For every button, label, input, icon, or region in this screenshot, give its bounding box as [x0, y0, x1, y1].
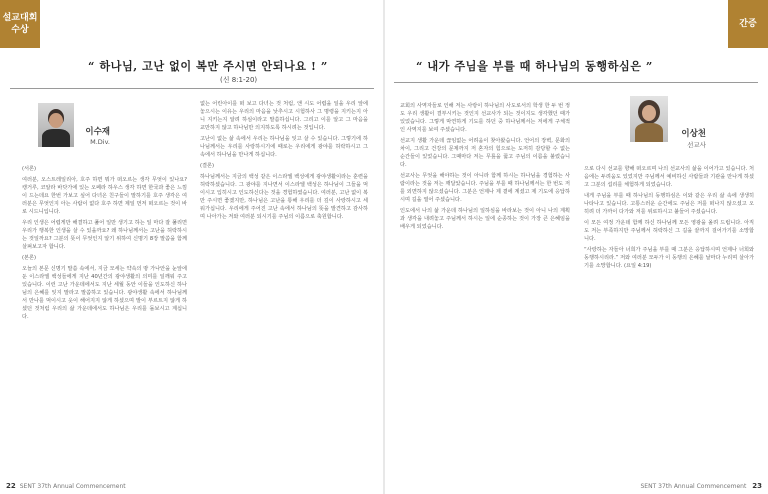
portrait-face-icon: [49, 113, 63, 128]
portrait-face-icon: [642, 105, 656, 121]
paragraph: 여러분, 오스트레일리아, 호주 하면 뭐가 떠오르는 생각 무엇이 있나요? 캥거루, 코알라 바닷가에 있는 오페라 하우스 생각 하면 한국과 좋은 느낌이 드는데요 한번 가보고 싶어 다녀온 친구들이 말하기를 호주 생각은 여러분은 무엇인지 아는 사람이 없다 호주 하면 제일 먼저 떠오르는 것이 바로 시드니입니다.: [22, 177, 187, 215]
scripture-reference: (신 8:1-20): [220, 76, 258, 84]
author-photo: [630, 96, 668, 142]
author-role: 선교사: [687, 141, 706, 149]
portrait-torso-icon: [635, 123, 663, 142]
title-divider: [394, 82, 758, 83]
article-column-1: [22, 165, 187, 479]
paragraph: 선교지 생활 가운데 끊임없는 어려움이 찾아왔습니다. 언어의 장벽, 문화의 차이, 그리고 건강의 문제까지 저 혼자의 힘으로는 도저히 감당할 수 없는 순간들이 있었습니다. 그때마다 저는 무릎을 꿇고 주님의 이름을 불렀습니다.: [400, 138, 570, 168]
article-column-2: [584, 165, 754, 479]
paragraph: 교회의 사역자들로 인해 저는 사랑이 하나님의 사도로서의 학생 한 두 번 정도 우리 생활이 결부시키는 것인지 선교사가 되는 것이지도 생각했던 때가 있었습니다. 그렇게 막연하게 기도를 하던 중 하나님께서는 저에게 구체적인 사역지를 보여 주셨습니다.: [400, 103, 570, 133]
portrait-torso-icon: [42, 129, 70, 147]
paragraph: 고난이 없는 삶 속에서 우리는 하나님을 잊고 살 수 있습니다. 그렇기에 하나님께서는 우리를 사랑하시기에 때로는 우리에게 광야를 허락하시고 그 속에서 하나님을 만나게 하십니다.: [200, 136, 368, 158]
paragraph: (서론): [22, 166, 37, 172]
paragraph: 내게 주님을 부를 때 하나님의 동행하심은 이와 같은 우리 삶 속에 생생히 나타나고 있습니다. 고통스러운 순간에도 주님은 저를 떠나지 않으셨고 오히려 더 가까이 다가와 저를 위로하시고 붙들어 주셨습니다.: [584, 193, 754, 215]
paragraph: 우리 인생은 어렵게만 해결하고 풀어 일만 생기고 하는 일 마다 잘 풀리면 우리가 행복한 인생을 살 수 있을까요? 왜 하나님께서는 고난을 허락하시는 것일까요? 그분의 뜻이 무엇인지 알기 위하여 신명기 8장 말씀을 함께 살펴보고자 합니다.: [22, 220, 187, 250]
paragraph: 이 모든 여정 가운데 함께 하신 하나님께 모든 영광을 올려 드립니다. 아직도 저는 부족하지만 주님께서 허락하신 그 길을 끝까지 걸어가기를 소망합니다.: [584, 220, 754, 242]
paragraph: “사랑하는 자들아 너희가 주님을 부를 때 그분은 응답하시며 언제나 너희와 동행하시리라.” 저와 여러분 모두가 이 동행의 은혜를 날마다 누리며 살아가기를 소망합니다. (요일 4:19): [584, 247, 754, 269]
author-name: 이수재: [85, 127, 110, 137]
footer-text: SENT 37th Annual Commencement: [19, 483, 126, 490]
right-page: [384, 0, 768, 494]
article-column-2: [200, 100, 368, 479]
paragraph: 인도에서 나의 삶 가운데 하나님의 일하심을 바라보는 것이 아니 나의 계획과 생각을 내려놓고 주님께서 하시는 일에 순종하는 것이 가장 큰 은혜임을 배우게 되었습니다.: [400, 208, 570, 230]
testimony-title: “ 내가 주님을 부를 때 하나님의 동행하심은 ”: [416, 59, 653, 73]
title-divider: [10, 88, 374, 89]
page-number: 22: [6, 482, 16, 490]
author-photo: [38, 103, 74, 147]
page-footer-left: [6, 482, 126, 490]
category-badge-testimony: 간증: [728, 0, 768, 48]
author-name: 이상천: [681, 129, 706, 139]
paragraph: (결론): [200, 163, 215, 169]
article-column-1: [400, 102, 570, 479]
paragraph: 없는 어린아이를 떠 보고 다녀는 것 처럼, 앤 시도 어렵을 일을 우리 앞에 놓으시는 이유는 우리의 마음을 낮추시고 시험하사 그 명령을 지키는지 아니 지키는지 알려 하심이라고 말씀하십니다. 그리고 이를 알고 그 마음을 교만하지 않고 하나님만 의지하도록 하시려는 것입니다.: [200, 101, 368, 131]
author-degree: M.Div.: [90, 138, 110, 146]
paragraph: 하나님께서는 지금의 백성 같은 이스라엘 백성에게 광야생활이라는 훈련을 허락하셨습니다. 그 광야를 지나면서 이스라엘 백성은 하나님이 그들을 먹이시고 입히시고 인도하신다는 것을 경험하였습니다. 여러분, 고난 없이 복만 주시면 좋겠지만, 하나님은 고난을 통해 우리를 더 깊이 사랑하시고 세워가십니다. 우리에게 주어진 고난 속에서 하나님의 뜻을 발견하고 감사하며 나아가는 저와 여러분 되시기를 주님의 이름으로 축원합니다.: [200, 174, 368, 220]
page-number: 23: [752, 482, 762, 490]
footer-text: SENT 37th Annual Commencement: [640, 483, 747, 490]
paragraph: 오늘의 본문 신명기 말씀 속에서, 지금 모세는 약속의 땅 가나안을 눈앞에 둔 이스라엘 백성들에게 지난 40년간의 광야생활의 의미를 일깨워 주고 있습니다. 이런 고난 가운데에서도 지난 세월 동안 이들을 인도하신 하나님의 은혜를 잊지 말라고 말씀하고 있습니다. 광야생활 속에서 하나님께서 만나를 먹이시고 옷이 해어지지 않게 하셨으며 발이 부르트지 않게 하셨던 것처럼 우리의 삶 가운데에서도 하나님은 우리를 돌보시고 계십니다.: [22, 266, 187, 320]
page-footer-right: [640, 482, 762, 490]
paragraph: 선교사는 무엇을 해야하는 것이 아니라 함께 하시는 하나님을 경험하는 사람이라는 것을 저는 깨달았습니다. 주님을 부를 때 하나님께서는 한 번도 저를 외면하지 않으셨습니다. 그분은 언제나 제 곁에 계셨고 제 기도에 응답하시며 길을 열어 주셨습니다.: [400, 173, 570, 203]
paragraph: 으로 다시 선교를 향해 떠오르며 나의 선교사의 삶을 이어가고 있습니다. 처음에는 두려움도 있었지만 주님께서 예비하신 사람들과 기관을 만나게 하셨고 그분의 섭리를 체험하게 되었습니다.: [584, 166, 754, 188]
category-badge-award: 설교대회 수상: [0, 0, 40, 48]
paragraph: (본론): [22, 255, 37, 261]
sermon-title: “ 하나님, 고난 없이 복만 주시면 안되나요 ! ”: [88, 59, 328, 73]
